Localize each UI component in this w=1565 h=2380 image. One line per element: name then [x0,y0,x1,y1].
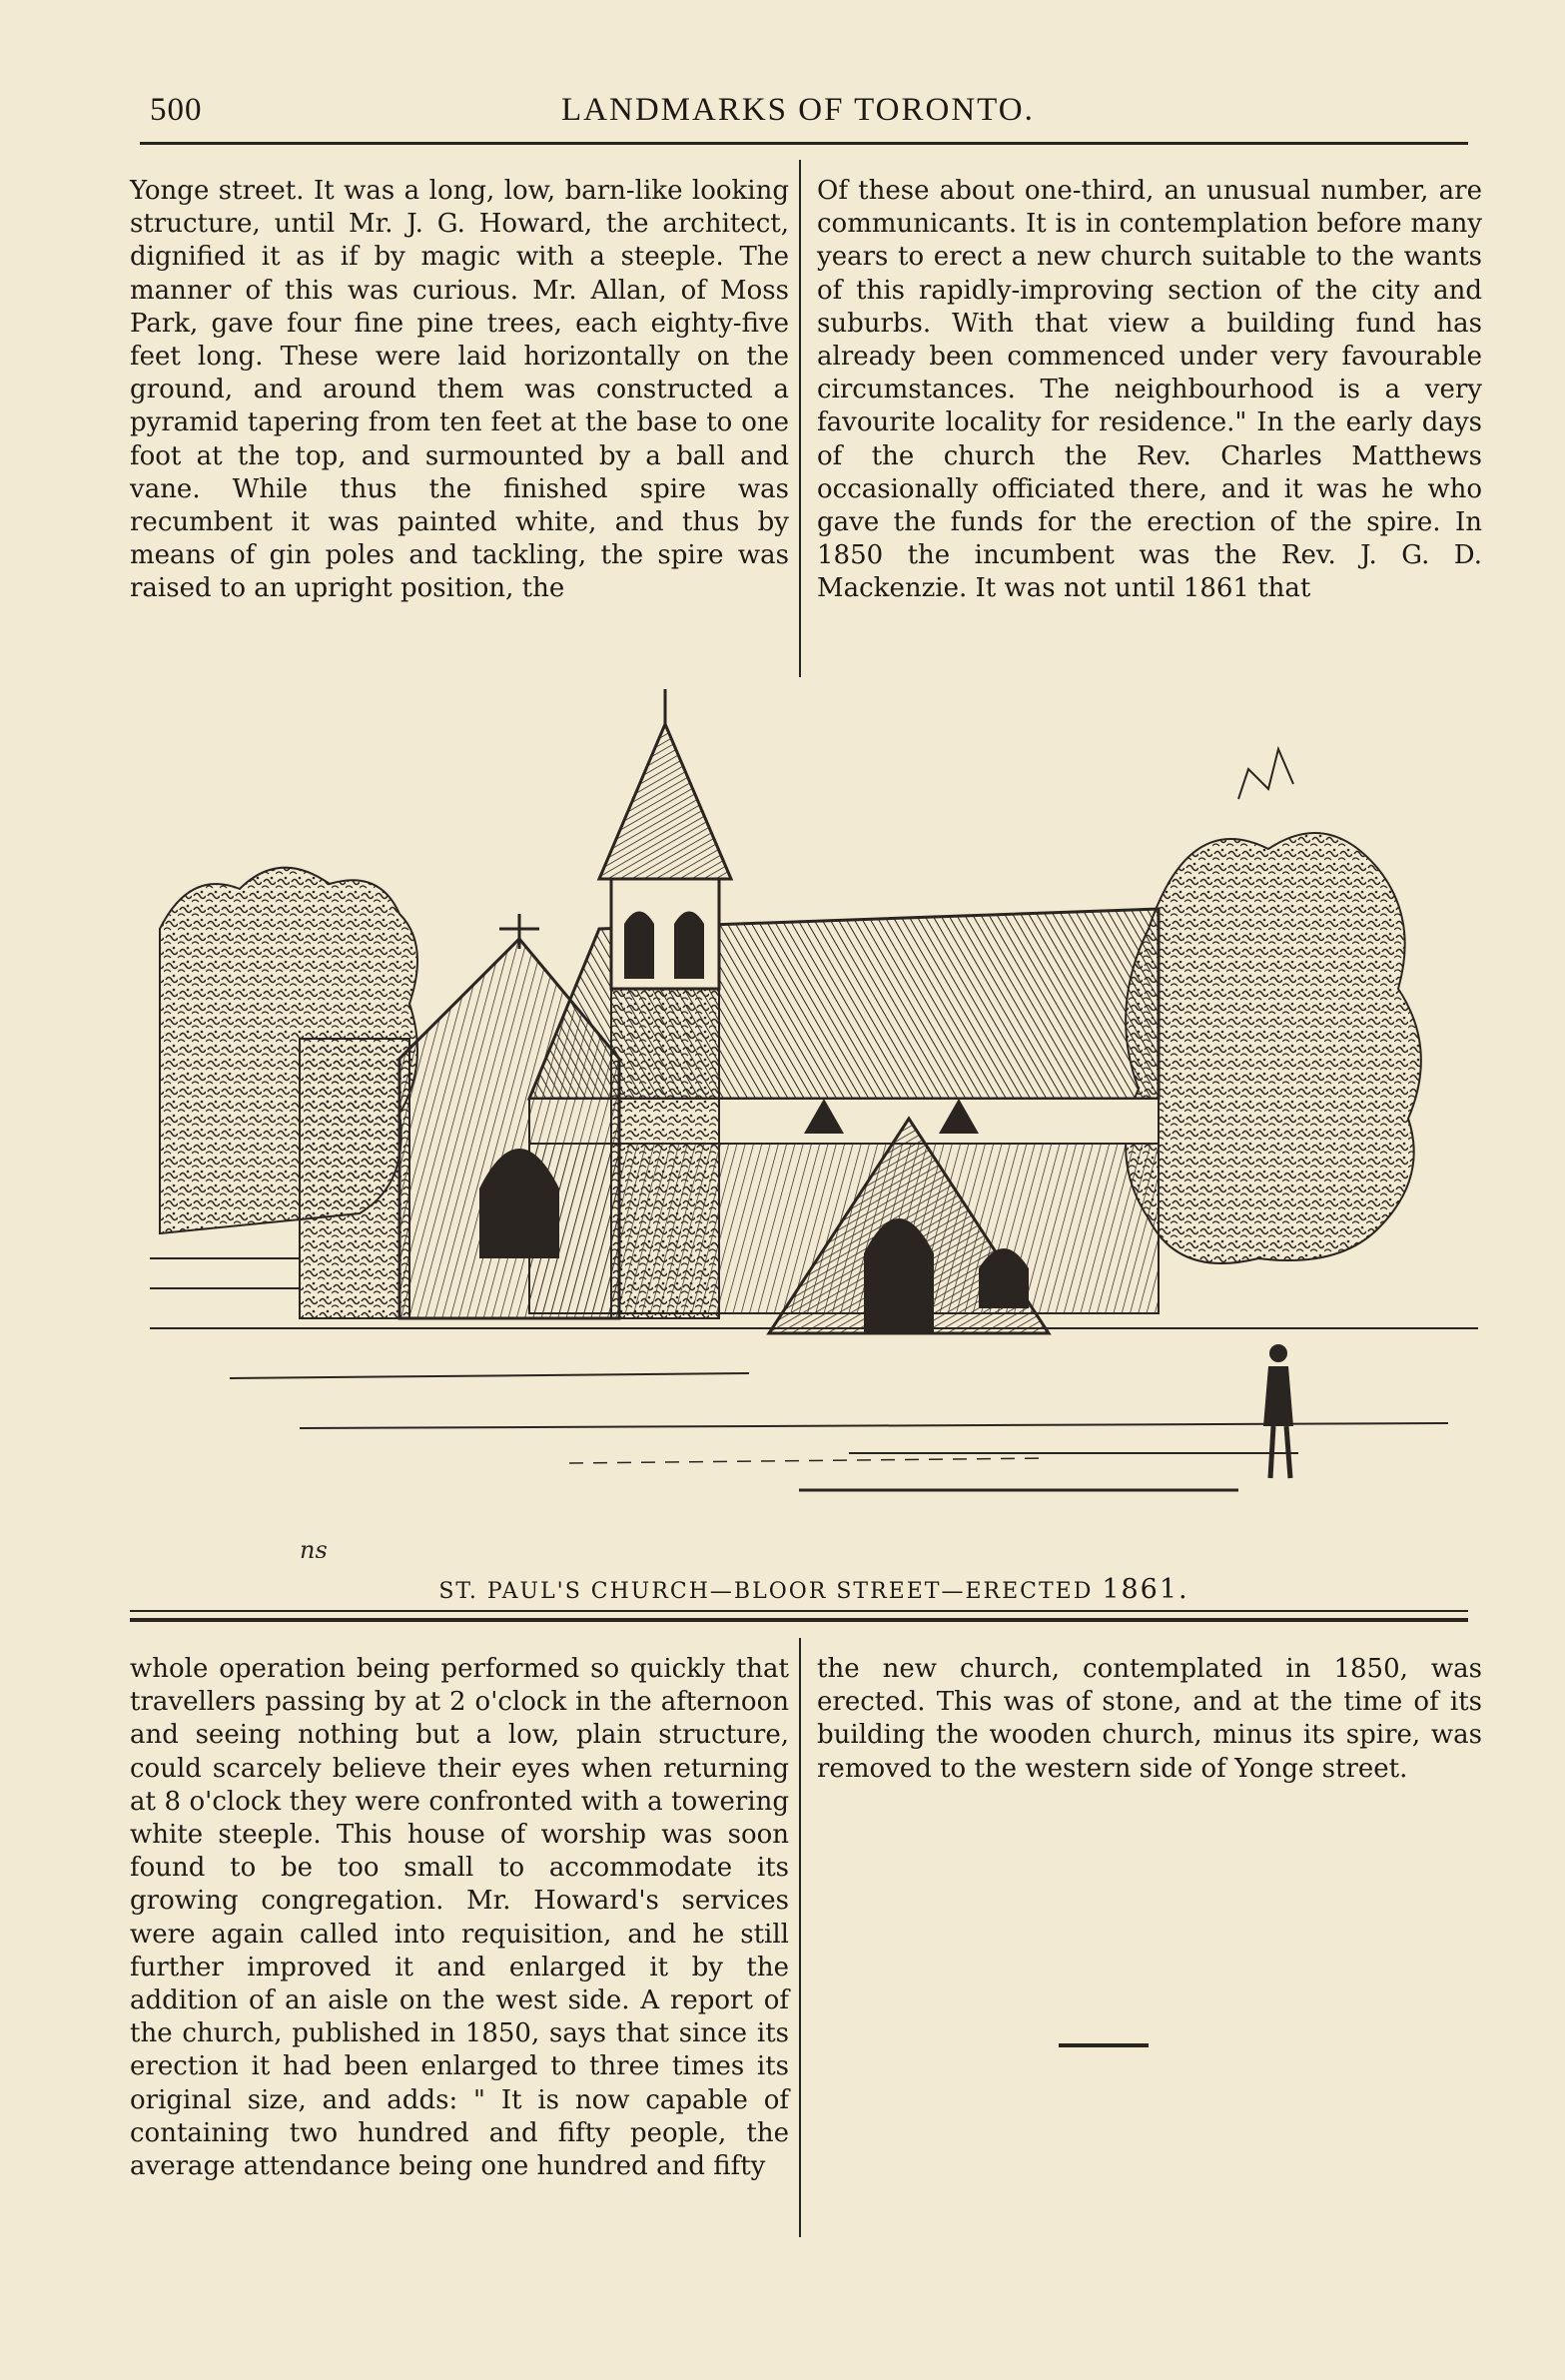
bottom-right-column [817,1653,1482,1786]
caption-rule-thin [130,1610,1468,1612]
illustration-caption [150,1574,1478,1605]
page-number: 500 [150,92,203,128]
fence [150,1258,300,1288]
bell-tower [599,689,731,1318]
end-dash [1059,2043,1149,2047]
caption-text: ST. PAUL'S CHURCH—BLOOR STREET—ERECTED [438,1579,1103,1604]
column-divider-bottom [799,1638,801,2237]
pedestrian-figure [1263,1344,1293,1478]
top-left-column [130,175,789,606]
illustrator-signature: ns [300,1536,328,1558]
caption-year: 1861. [1102,1574,1189,1605]
caption-rule-thick [130,1618,1468,1622]
church-illustration [150,679,1478,1558]
header-rule [140,142,1468,145]
bottom-left-paragraph: whole operation being performed so quickly that travellers passing by at 2 o'clock in the afternoon and seeing nothing but a low, plain structure, could scarcely believe their eyes when returning at 8 o'clock they were confronted with a towering white steeple. This house of worship was soon found to be too small to accommodate its growing congregation. Mr. Howard's services were again called into requisition, and he still further improved it and enlarged it by the addition of an aisle on the west side. A report of the church, published in 1850, says that since its erection it had been enlarged to three times its original size, and adds: " It is now capable of containing two hundred and fifty people, the average attendance being one hundred and fifty [130,1654,789,2182]
tree-right [1126,749,1421,1263]
bottom-right-paragraph: the new church, contemplated in 1850, was erected. This was of stone, and at the time of its building the wooden church, minus its spire, was removed to the western side of Yonge street. [817,1654,1482,1784]
top-right-column [817,175,1482,606]
top-left-paragraph: Yonge street. It was a long, low, barn-like looking structure, until Mr. J. G. Howard, the architect, dignified it as if by magic with a steeple. The manner of this was curious. Mr. Allan, of Moss Park, gave four fine pine trees, each eighty-five feet long. These were laid horizontally on the ground, and around them was constructed a pyramid tapering from ten feet at the base to one foot at the top, and surmounted by a ball and vane. While thus the finished spire was recumbent it was painted white, and thus by means of gin poles and tackling, the spire was raised to an upright position, the [130,176,789,604]
bottom-left-column [130,1653,789,2183]
running-title: LANDMARKS OF TORONTO. [561,92,1035,128]
column-divider-top [799,160,801,677]
page-header [150,92,1448,132]
top-right-paragraph: Of these about one-third, an unusual number, are communicants. It is in contemplation before many years to erect a new church suitable to the wants of this rapidly-improving section of the city and suburbs. With that view a building fund has already been commenced under very favourable circumstances. The neighbourhood is a very favourite locality for residence." In the early days of the church the Rev. Charles Matthews occasionally officiated there, and it was he who gave the funds for the erection of the spire. In 1850 the incumbent was the Rev. J. G. D. Mackenzie. It was not until 1861 that [817,176,1482,604]
